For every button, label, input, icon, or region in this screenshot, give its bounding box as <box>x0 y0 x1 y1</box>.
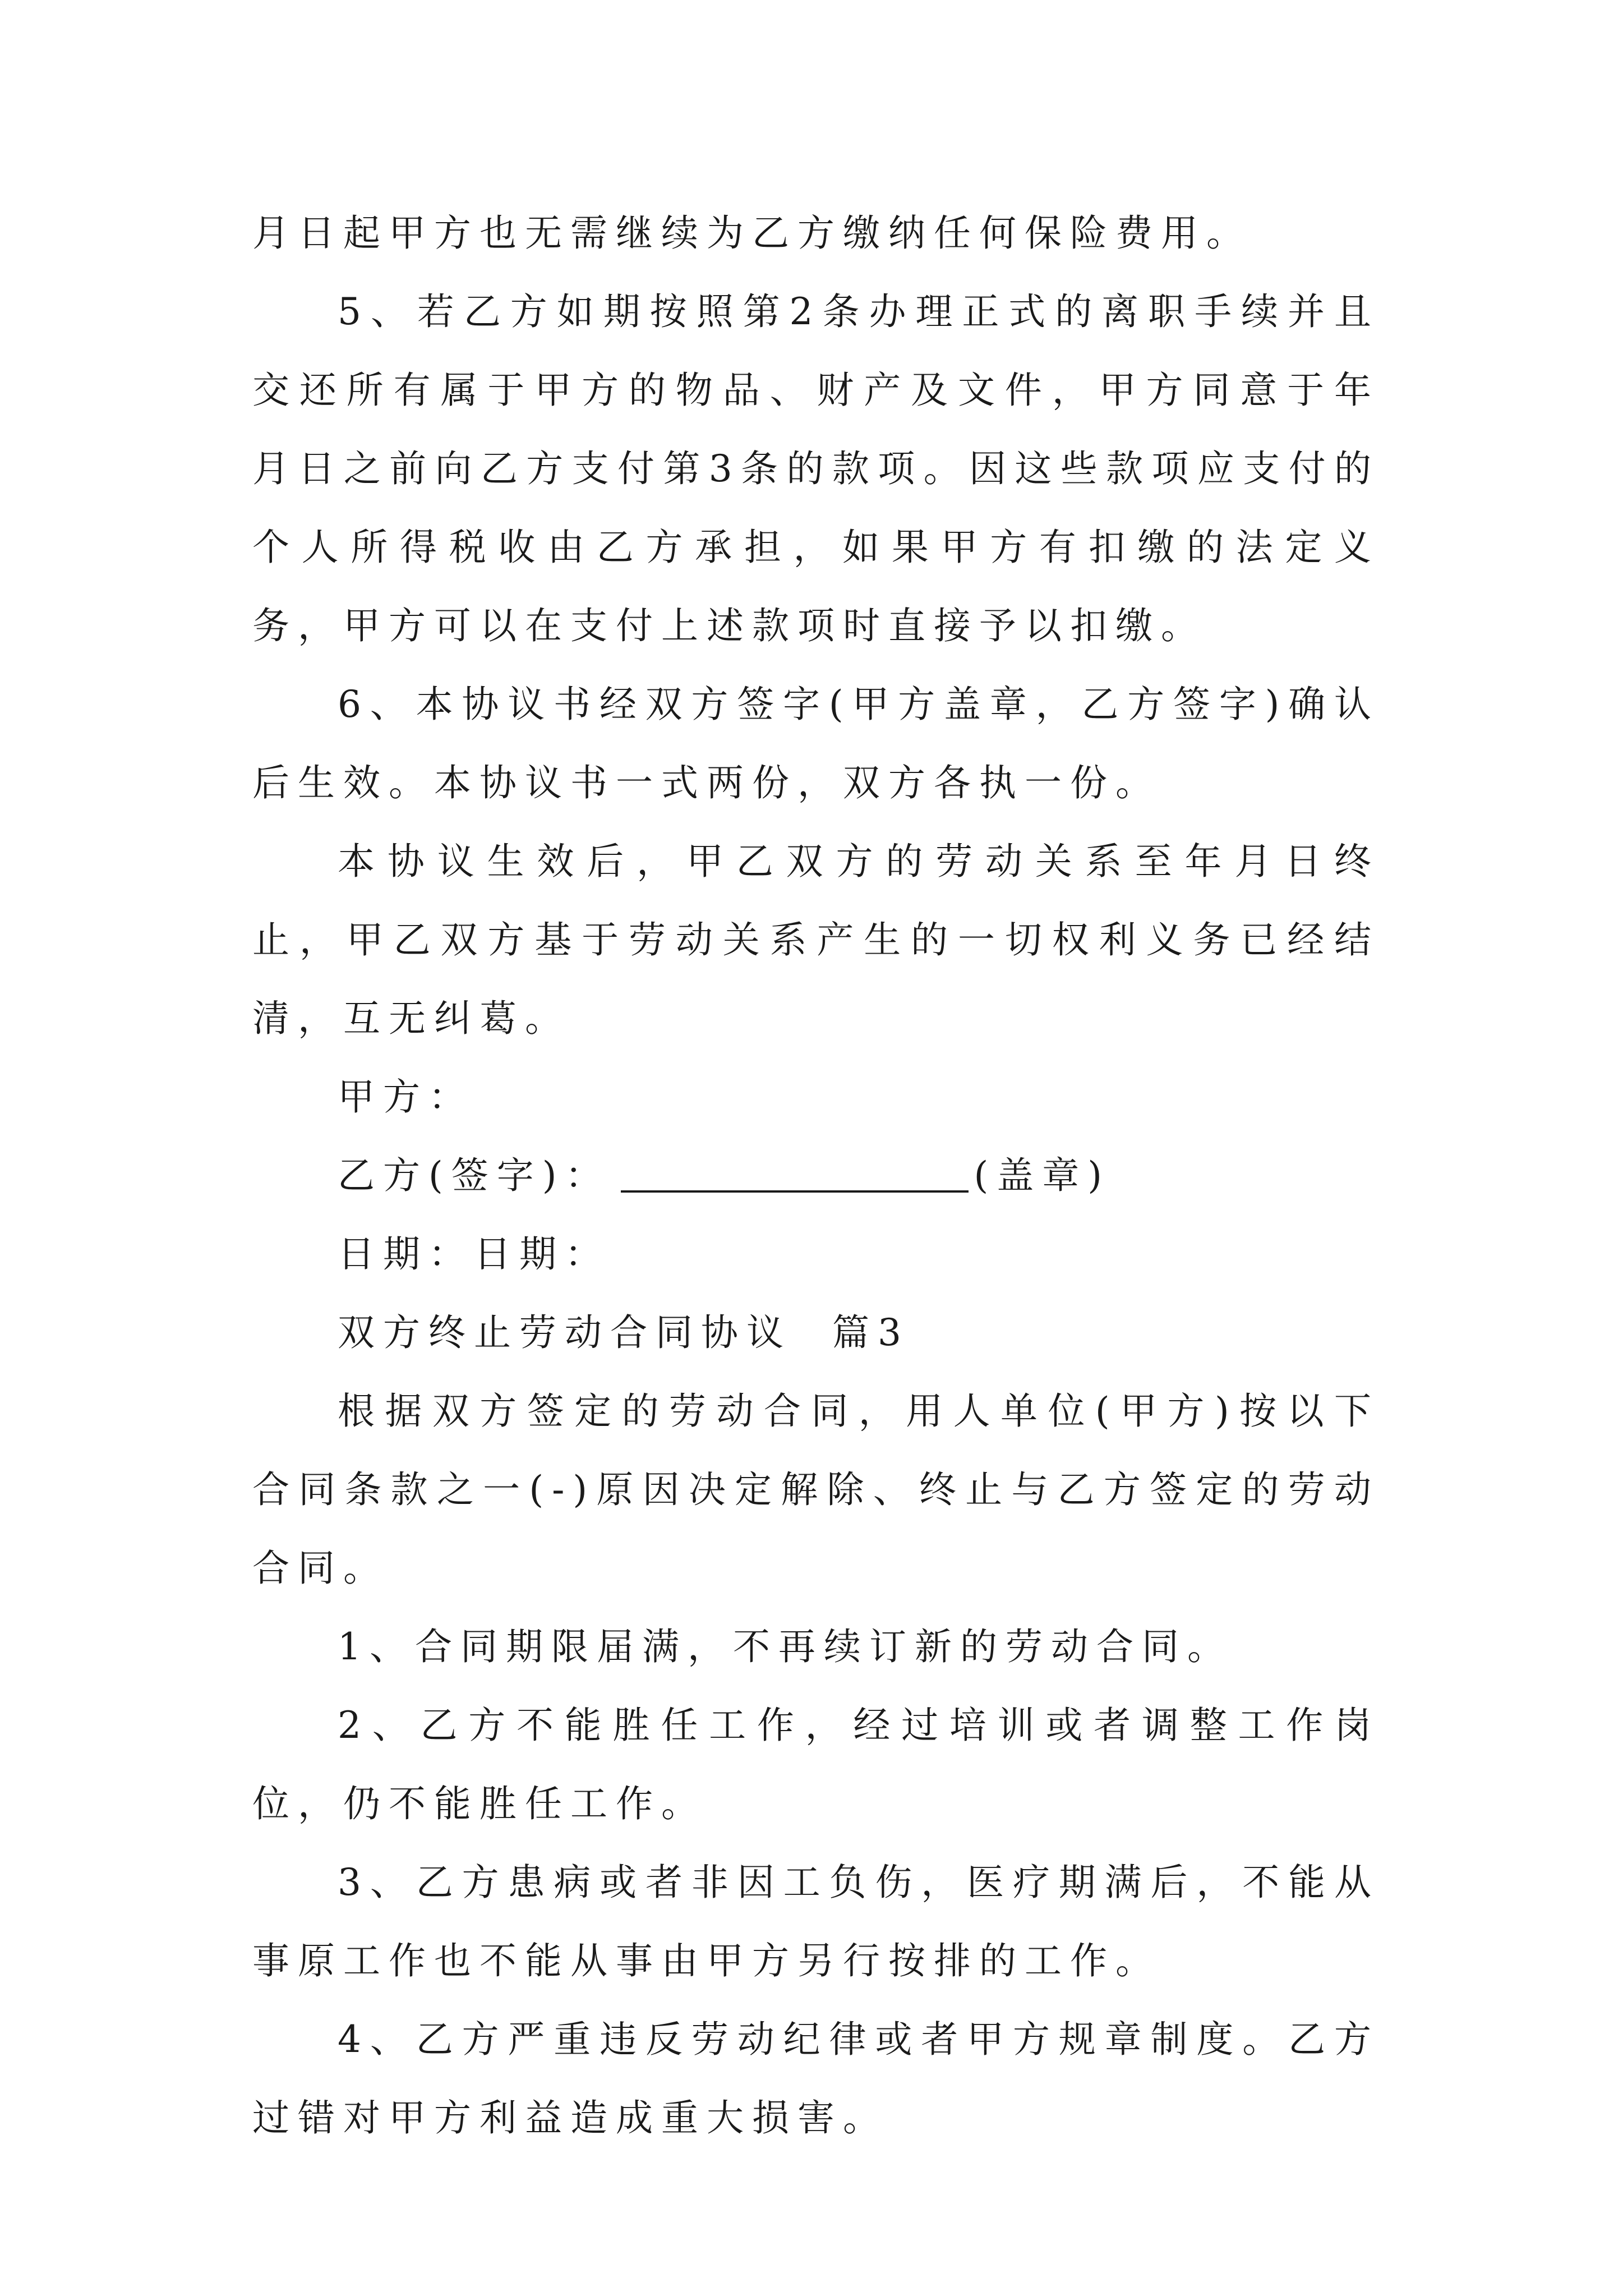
date-line: 日期：日期： <box>338 1232 610 1276</box>
list-item-2: 2、乙方不能胜任工作，经过培训或者调整工作岗位，仍不能胜任工作。 <box>252 1704 1380 1825</box>
party-a-label: 甲方： <box>338 1075 474 1119</box>
paragraph-effect: 本协议生效后，甲乙双方的劳动关系至年月日终止，甲乙双方基于劳动关系产生的一切权利义务已经结清，互无纠葛。 <box>252 840 1380 1040</box>
signature-blank <box>621 1151 969 1193</box>
section-heading: 双方终止劳动合同协议 篇3 <box>338 1311 910 1354</box>
paragraph-clause-5: 5、若乙方如期按照第2条办理正式的离职手续并且交还所有属于甲方的物品、财产及文件，甲方同意于年月日之前向乙方支付第3条的款项。因这些款项应支付的个人所得税收由乙方承担，如果甲方有扣缴的法定义务，甲方可以在支付上述款项时直接予以扣缴。 <box>252 290 1380 647</box>
paragraph-intro: 根据双方签定的劳动合同，用人单位(甲方)按以下合同条款之一(-)原因决定解除、终止与乙方签定的劳动合同。 <box>252 1389 1380 1590</box>
list-item-1: 1、合同期限届满，不再续订新的劳动合同。 <box>338 1625 1233 1668</box>
list-item-3: 3、乙方患病或者非因工负伤，医疗期满后，不能从事原工作也不能从事由甲方另行按排的工作。 <box>252 1861 1380 1982</box>
paragraph-clause-6: 6、本协议书经双方签字(甲方盖章，乙方签字)确认后生效。本协议书一式两份，双方各执一份。 <box>252 683 1380 804</box>
party-b-signature-label: 乙方(签字)： <box>338 1154 611 1197</box>
party-b-signature-line <box>252 1137 1380 1215</box>
paragraph-continuation: 月日起甲方也无需继续为乙方缴纳任何保险费用。 <box>252 211 1252 255</box>
list-item-4: 4、乙方严重违反劳动纪律或者甲方规章制度。乙方过错对甲方利益造成重大损害。 <box>252 2018 1380 2139</box>
document-body <box>252 194 1380 2157</box>
stamp-label: (盖章) <box>974 1154 1110 1197</box>
